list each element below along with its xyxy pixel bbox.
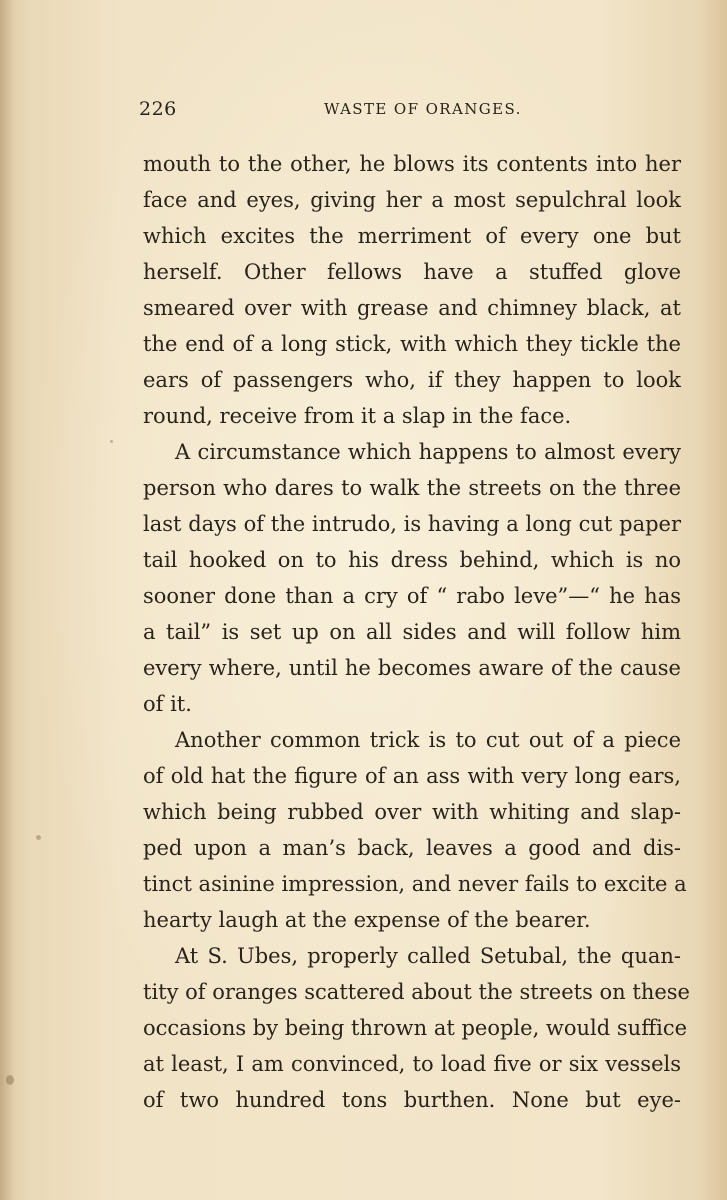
text-line: at least, I am convinced, to load five or six vessels [143,1052,681,1076]
text-line: round, receive from it a slap in the face. [143,404,572,428]
text-line: hearty laugh at the expense of the bearer. [143,908,591,932]
text-line: which being rubbed over with whiting and slap- [143,800,681,824]
page-header [0,98,727,128]
text-line: sooner done than a cry of “ rabo leve”—“ he has [143,584,681,608]
gutter-shadow [0,0,14,1200]
text-line: smeared over with grease and chimney black, at [143,296,681,320]
text-line: ears of passengers who, if they happen to look [143,368,681,392]
page-number: 226 [139,98,177,120]
text-line: person who dares to walk the streets on the three [143,476,681,500]
text-line: of it. [143,692,192,716]
text-line: occasions by being thrown at people, would suffice [143,1016,688,1040]
text-line: mouth to the other, he blows its contents into her [143,152,681,176]
paper-speck [110,440,113,443]
text-line: tinct asinine impression, and never fails to excite a [143,872,687,896]
text-line: ped upon a man’s back, leaves a good and dis- [143,836,681,860]
text-line: A circumstance which happens to almost every [175,440,681,464]
paper-speck [6,1075,14,1085]
text-line: every where, until he becomes aware of the cause [143,656,681,680]
text-line: herself. Other fellows have a stuffed glove [143,260,681,284]
paper-speck [36,835,41,840]
text-line: of old hat the figure of an ass with very long ears, [143,764,681,788]
text-line: a tail” is set up on all sides and will follow him [143,620,681,644]
running-title: WASTE OF ORANGES. [324,100,522,118]
text-line: tity of oranges scattered about the streets on these [143,980,690,1004]
text-line: which excites the merriment of every one but [143,224,681,248]
text-line: face and eyes, giving her a most sepulchral look [143,188,681,212]
text-line: last days of the intrudo, is having a long cut paper [143,512,681,536]
body-text [143,146,690,1118]
text-line: Another common trick is to cut out of a piece [175,728,681,752]
text-line: tail hooked on to his dress behind, which is no [143,548,681,572]
text-line: of two hundred tons burthen. None but eye- [143,1088,681,1112]
text-line: At S. Ubes, properly called Setubal, the quan- [175,944,681,968]
text-line: the end of a long stick, with which they tickle the [143,332,681,356]
